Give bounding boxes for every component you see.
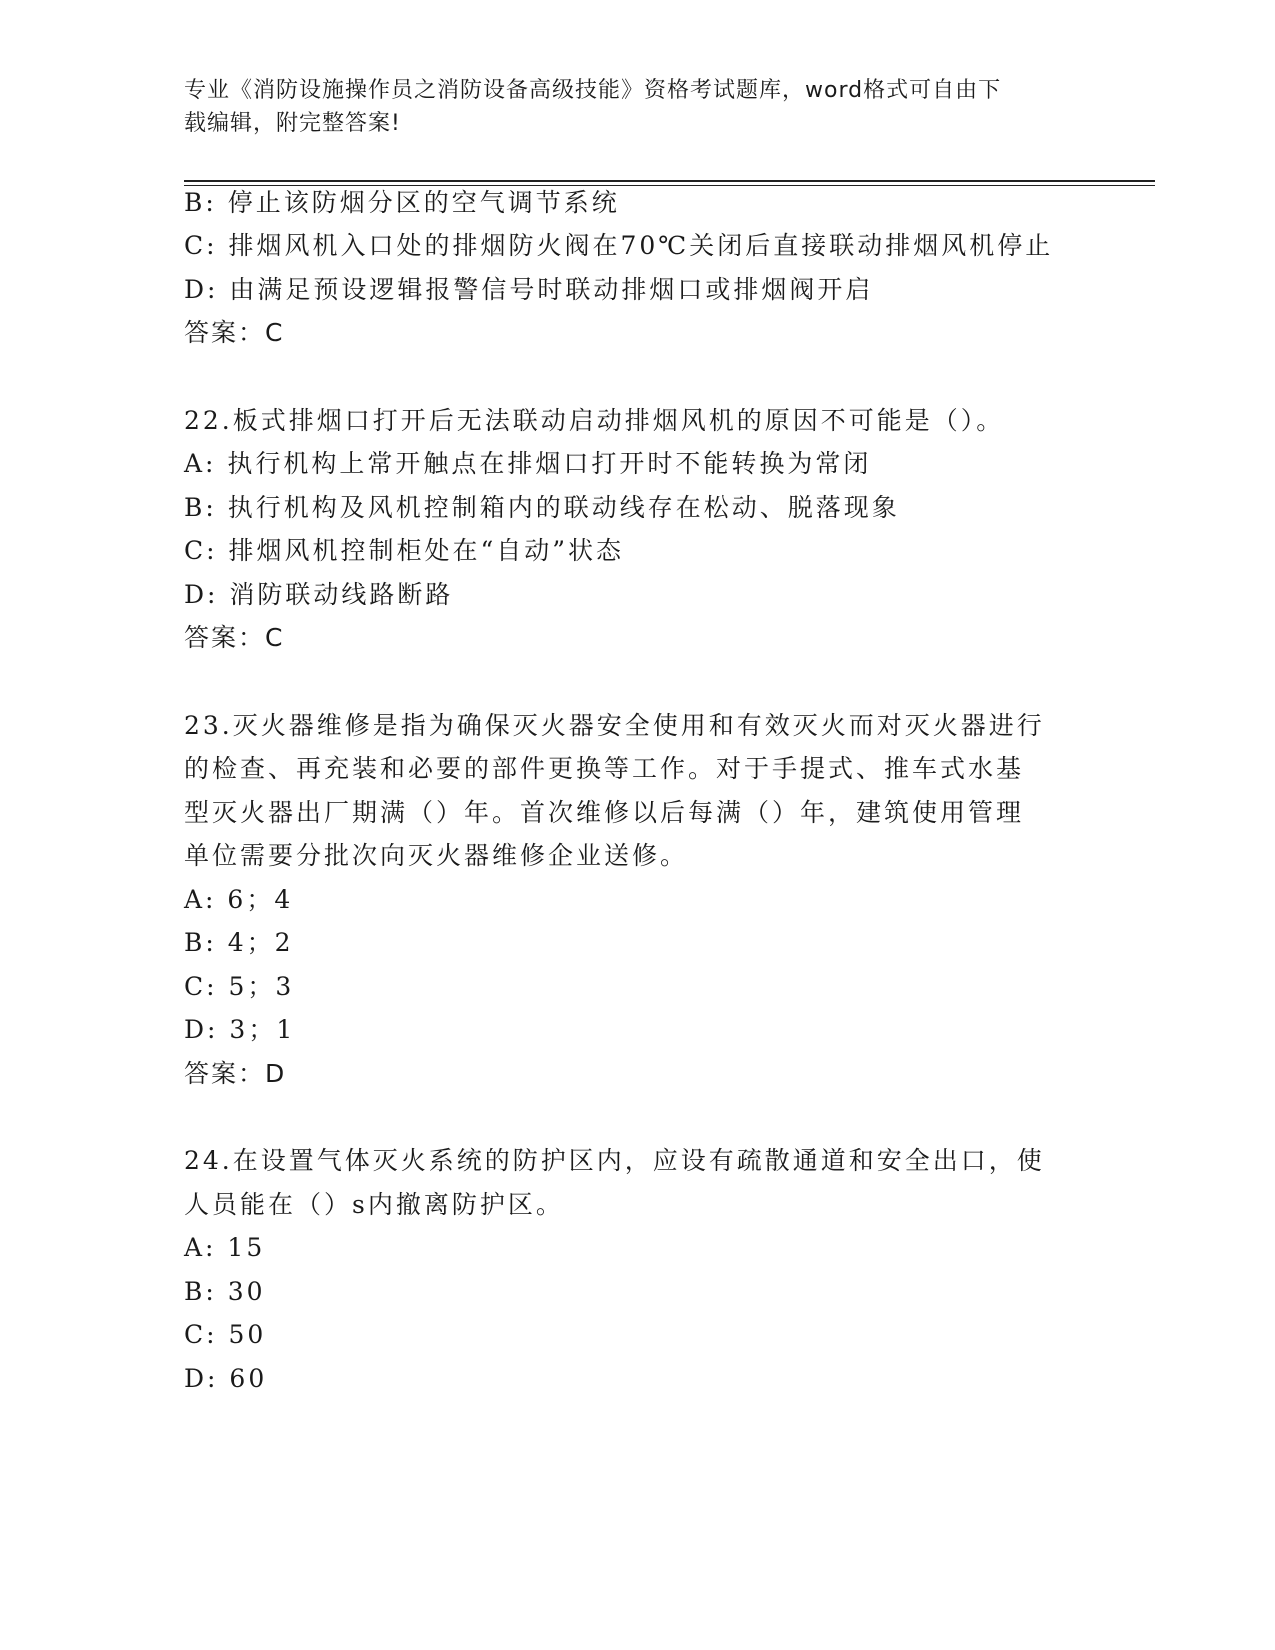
q23-stem-line-2: 的检查、再充装和必要的部件更换等工作。对于手提式、推车式水基 — [184, 754, 1025, 783]
q22-option-d: D: 消防联动线路断路 — [184, 580, 454, 609]
q23-stem-line-3: 型灭火器出厂期满（）年。首次维修以后每满（）年，建筑使用管理 — [184, 798, 1025, 827]
q23-option-d: D: 3；1 — [184, 1015, 296, 1044]
q21-option-b: B: 停止该防烟分区的空气调节系统 — [184, 188, 620, 217]
q24-option-a: A: 15 — [184, 1233, 266, 1262]
q23-option-c: C: 5；3 — [184, 972, 295, 1001]
q24-stem-line-2: 人员能在（）s内撤离防护区。 — [184, 1190, 564, 1219]
q23-answer: 答案：D — [184, 1059, 287, 1088]
q23-stem-line-4: 单位需要分批次向灭火器维修企业送修。 — [184, 841, 689, 870]
q21-option-c: C: 排烟风机入口处的排烟防火阀在70℃关闭后直接联动排烟风机停止 — [184, 231, 1054, 260]
q22-option-c: C: 排烟风机控制柜处在“自动”状态 — [184, 536, 625, 565]
q22-option-b: B: 执行机构及风机控制箱内的联动线存在松动、脱落现象 — [184, 493, 900, 522]
q23-option-a: A: 6；4 — [184, 885, 294, 914]
q24-stem-line-1: 24.在设置气体灭火系统的防护区内，应设有疏散通道和安全出口，使 — [184, 1146, 1045, 1175]
header-rule-thick — [184, 180, 1155, 182]
q23-stem-line-1: 23.灭火器维修是指为确保灭火器安全使用和有效灭火而对灭火器进行 — [184, 711, 1045, 740]
header-rule-thin — [184, 185, 1155, 186]
q22-stem: 22.板式排烟口打开后无法联动启动排烟风机的原因不可能是（）。 — [184, 406, 1005, 435]
q24-option-b: B: 30 — [184, 1277, 266, 1306]
q21-answer: 答案：C — [184, 318, 285, 347]
q22-answer: 答案：C — [184, 623, 285, 652]
q22-option-a: A: 执行机构上常开触点在排烟口打开时不能转换为常闭 — [184, 449, 872, 478]
header-line-2: 载编辑，附完整答案! — [184, 111, 401, 136]
document-header — [184, 74, 1064, 140]
q24-option-c: C: 50 — [184, 1320, 267, 1349]
header-line-1: 专业《消防设施操作员之消防设备高级技能》资格考试题库，word格式可自由下 — [184, 78, 1002, 103]
q21-option-d: D: 由满足预设逻辑报警信号时联动排烟口或排烟阀开启 — [184, 275, 874, 304]
q24-option-d: D: 60 — [184, 1364, 268, 1393]
q23-option-b: B: 4；2 — [184, 928, 294, 957]
